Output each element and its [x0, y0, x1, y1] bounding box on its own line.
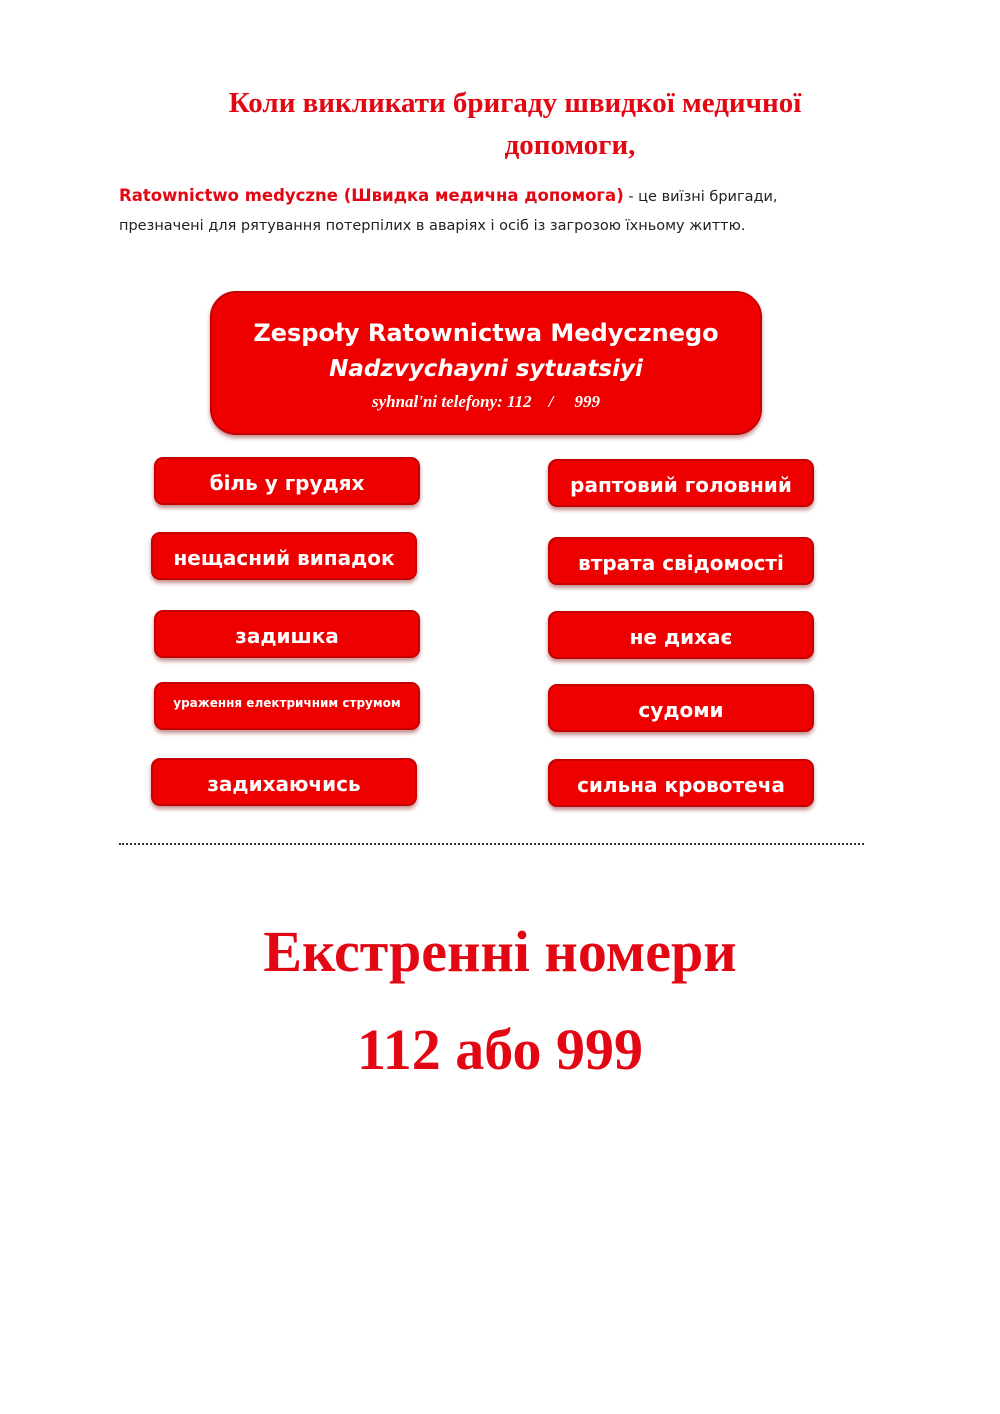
symptom-shortness-of-breath: задишка: [154, 610, 420, 658]
emergency-numbers-heading: Екстренні номери: [263, 919, 737, 984]
header-box-phones: syhnal'ni telefony: 112 / 999: [371, 392, 601, 411]
emergency-numbers-values: 112 або 999: [356, 1017, 644, 1082]
symptom-sudden-headache: раптовий головний: [548, 459, 814, 507]
symptom-accident: нещасний випадок: [151, 532, 417, 580]
symptom-chest-pain: біль у грудях: [154, 457, 420, 505]
title-line-2: допомоги,: [504, 129, 636, 161]
symptom-seizures: судоми: [548, 684, 814, 732]
header-box-subtitle: Nadzvychayni sytuatsiyi: [329, 356, 643, 382]
symptom-electric-shock: ураження електричним струмом: [154, 682, 420, 730]
intro-paragraph: [119, 181, 859, 241]
symptom-loss-of-consciousness: втрата свідомості: [548, 537, 814, 585]
dotted-divider: [119, 843, 864, 845]
symptom-heavy-bleeding: сильна кровотеча: [548, 759, 814, 807]
intro-lead: Ratownictwo medyczne (Швидка медична допомога): [119, 186, 624, 205]
intro-line-2: презначені для рятування потерпілих в аваріях і осіб із загрозою їхньому життю.: [119, 218, 746, 234]
emergency-header-box: [210, 291, 762, 435]
symptom-choking: задихаючись: [151, 758, 417, 806]
symptom-not-breathing: не дихає: [548, 611, 814, 659]
page-title: [120, 82, 910, 166]
header-box-title: Zespoły Ratownictwa Medycznego: [253, 319, 719, 347]
title-line-1: Коли викликати бригаду швидкої медичної: [228, 87, 802, 119]
intro-rest: - це виїзні бригади,: [623, 189, 778, 205]
